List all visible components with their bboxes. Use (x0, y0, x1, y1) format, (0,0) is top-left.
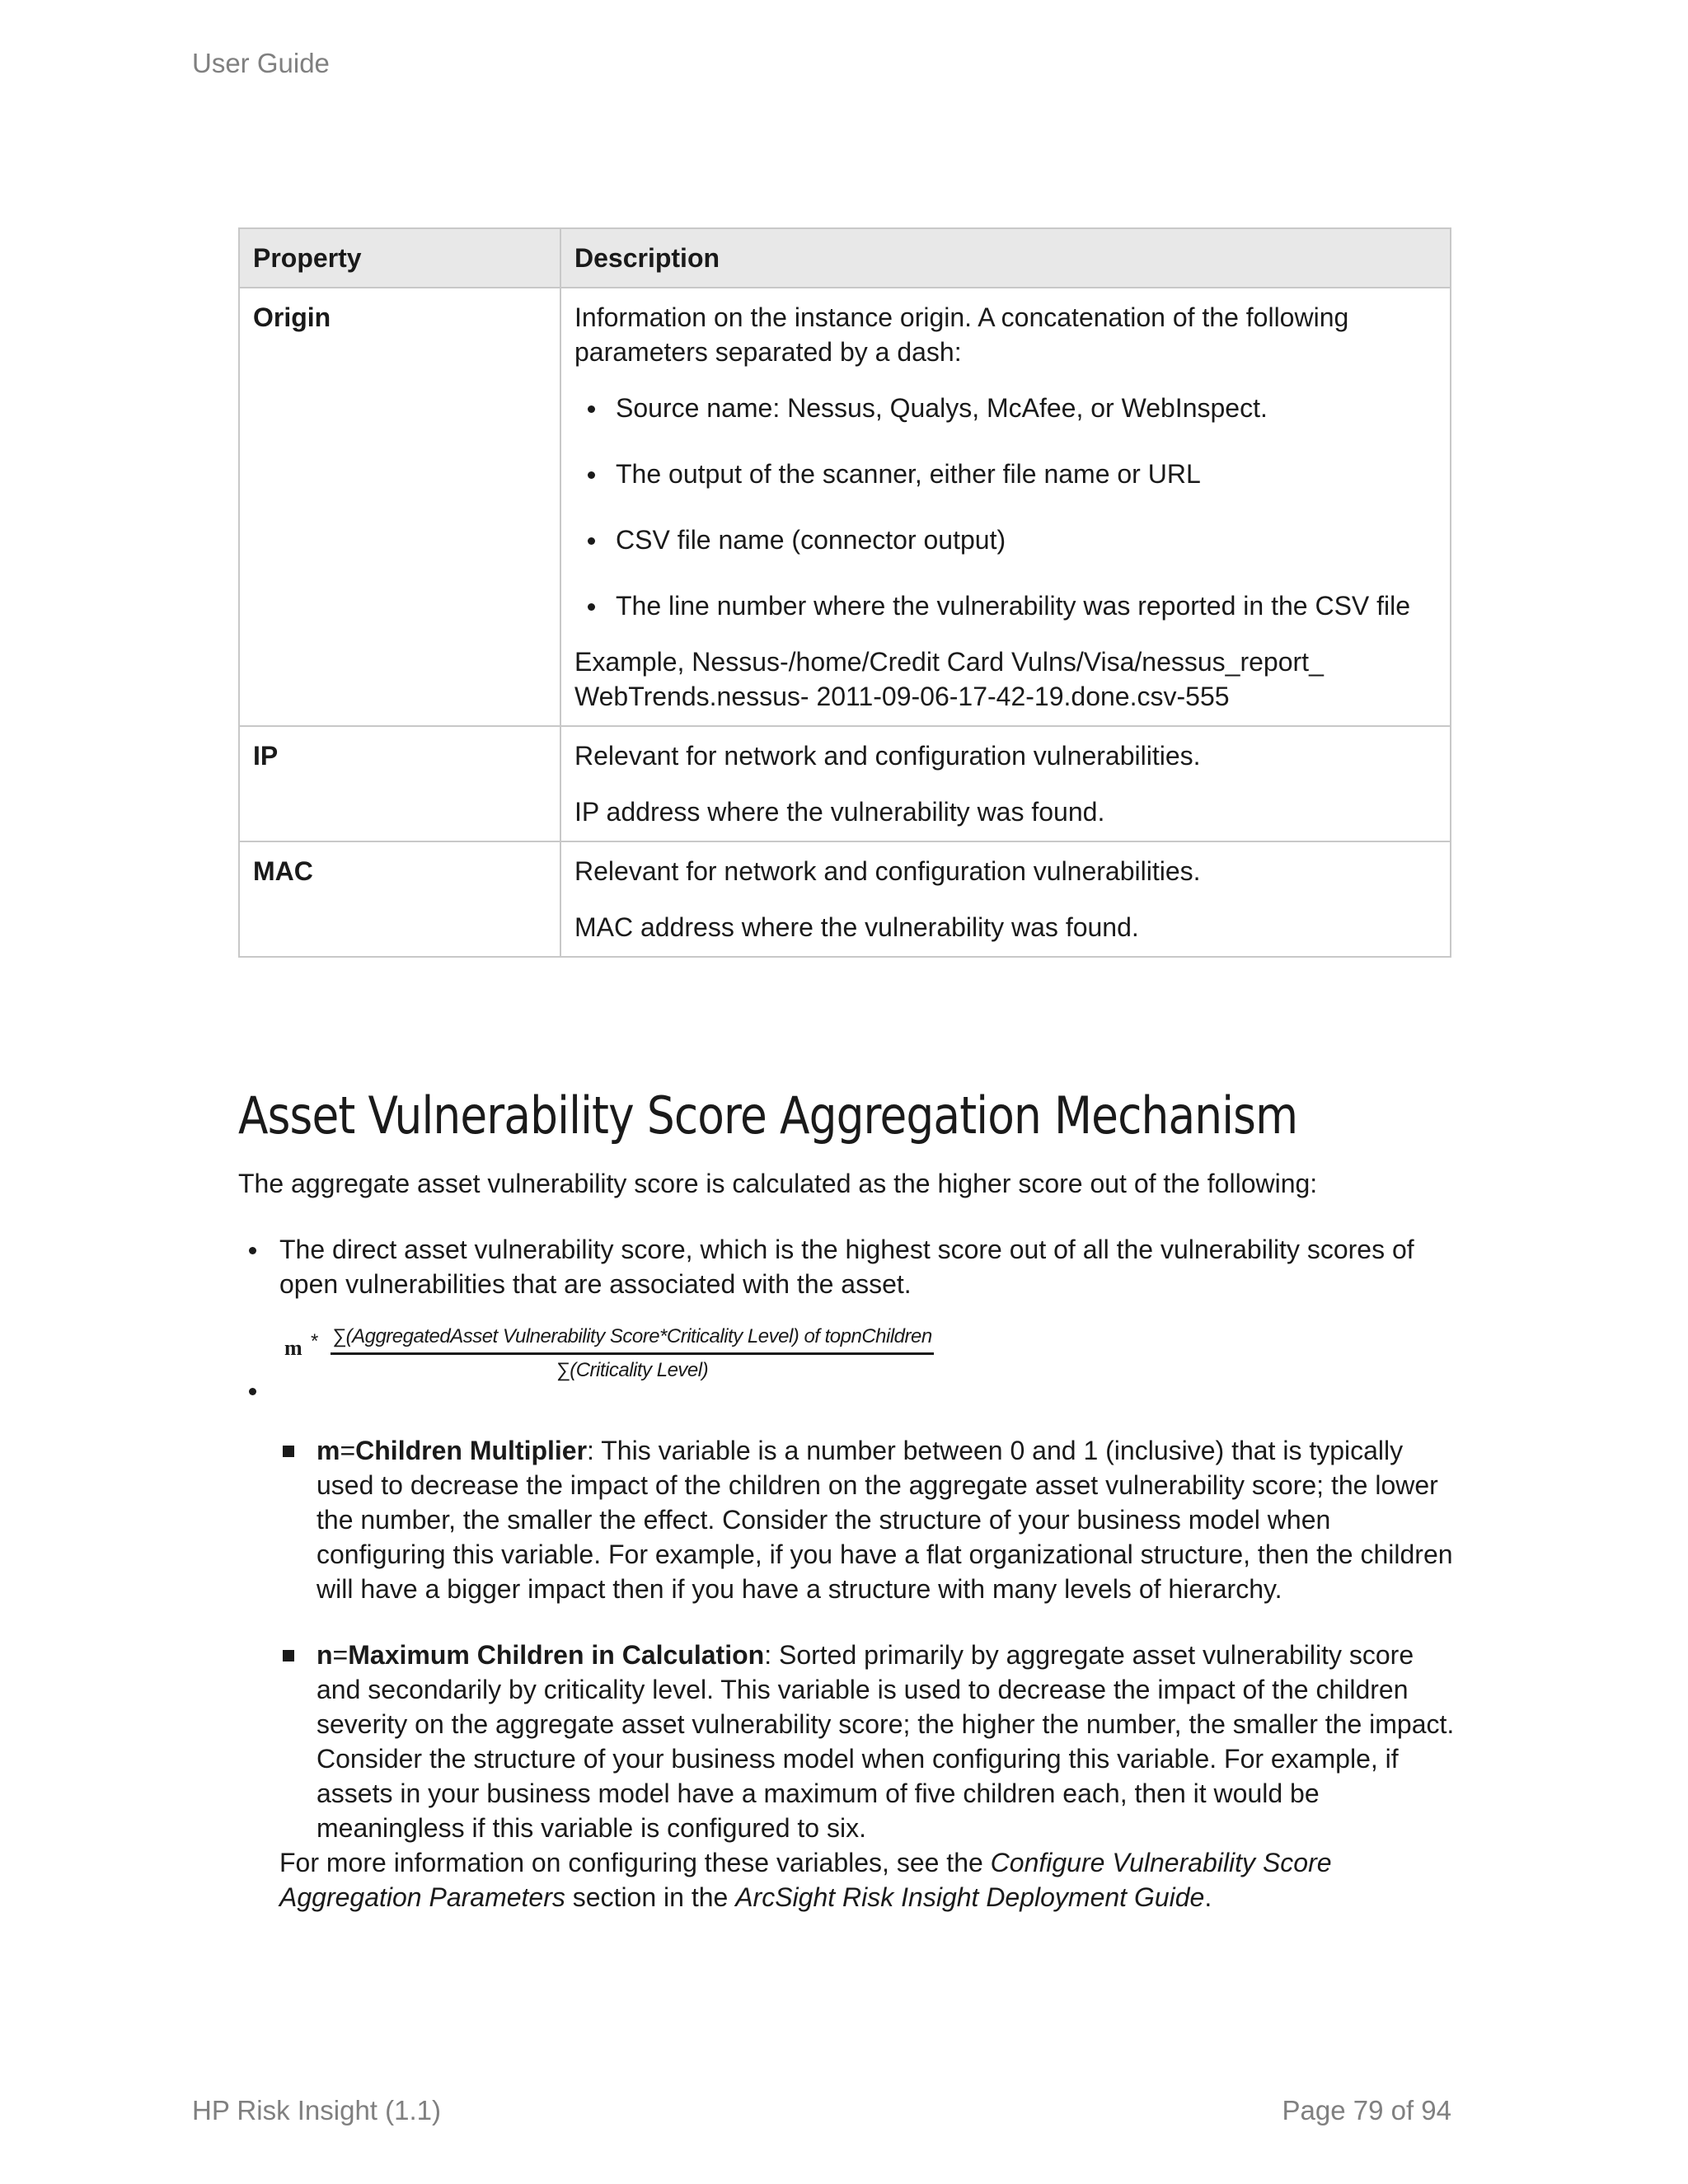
text: For more information on configuring these variables, see the (279, 1848, 991, 1877)
formula-fraction (331, 1324, 934, 1383)
example-text: Example, Nessus-/home/Credit Card Vulns/Visa/nessus_report_ WebTrends.nessus- 2011-09-06-17-42-19.done.csv-555 (574, 647, 1324, 711)
intro-paragraph: The aggregate asset vulnerability score is calculated as the higher score out of the following: (238, 1169, 1318, 1198)
table-row (239, 726, 1451, 841)
bullet-list (574, 391, 1437, 623)
property-table (238, 227, 1451, 958)
text: . (1204, 1882, 1212, 1912)
table-row (239, 841, 1451, 957)
list-item: The output of the scanner, either file name or URL (574, 457, 1437, 491)
term-label: Maximum Children in Calculation (348, 1640, 765, 1670)
footer-page-number: Page 79 of 94 (1282, 2095, 1451, 2125)
property-description (560, 726, 1451, 841)
term: m (316, 1436, 340, 1465)
list-item: Source name: Nessus, Qualys, McAfee, or WebInspect. (574, 391, 1437, 425)
description-text: IP address where the vulnerability was found. (574, 797, 1105, 827)
property-description (560, 841, 1451, 957)
description-text: Relevant for network and configuration vulnerabilities. (574, 856, 1201, 886)
description-text: Relevant for network and configuration vulnerabilities. (574, 741, 1201, 771)
section-body (238, 1166, 1458, 1915)
text: section in the (565, 1882, 736, 1912)
list-item: The direct asset vulnerability score, which is the highest score out of all the vulnerability scores of open vulnerabilities that are associated with the asset. (238, 1232, 1458, 1301)
sub-list-item (238, 1638, 1458, 1845)
property-name: MAC (239, 841, 560, 957)
bullet-icon (249, 1388, 256, 1395)
property-description (560, 288, 1451, 726)
term-label: Children Multiplier (355, 1436, 588, 1465)
footer-product: HP Risk Insight (1.1) (192, 2095, 441, 2125)
property-name: IP (239, 726, 560, 841)
formula-denominator: ∑(Criticality Level) (556, 1359, 709, 1381)
running-header: User Guide (192, 48, 330, 78)
column-header-property: Property (239, 228, 560, 288)
description-text: Information on the instance origin. A concatenation of the following parameters separated by a dash: (574, 302, 1349, 367)
table-header-row (239, 228, 1451, 288)
formula-multiplier: m (284, 1336, 302, 1360)
property-name: Origin (239, 288, 560, 726)
more-info-paragraph (238, 1845, 1458, 1915)
list-item: The line number where the vulnerability was reported in the CSV file (574, 588, 1437, 623)
term-description: : Sorted primarily by aggregate asset vulnerability score and secondarily by criticality level. This variable is used to decrease the impact of the children severity on the aggregate asset vulnerability score; the higher the number, the smaller the impact. Consider the structure of your business model when configuring this variable. For example, if assets in your business model have a maximum of five children each, then it would be meaningless if this variable is configured to six. (316, 1640, 1455, 1843)
formula-operator: * (311, 1330, 319, 1352)
section-reference: Configure Vulnerability Score Aggregation Parameters (279, 1848, 1332, 1912)
section-title: Asset Vulnerability Score Aggregation Mechanism (238, 1085, 1298, 1146)
guide-reference: ArcSight Risk Insight Deployment Guide (735, 1882, 1205, 1912)
equals: = (332, 1640, 349, 1670)
equals: = (340, 1436, 356, 1465)
formula (238, 1324, 1458, 1415)
column-header-description: Description (560, 228, 1451, 288)
term: n (316, 1640, 333, 1670)
formula-numerator: ∑(AggregatedAsset Vulnerability Score*Criticality Level) of topnChildren (331, 1324, 934, 1355)
description-text: MAC address where the vulnerability was found. (574, 912, 1139, 942)
table-row (239, 288, 1451, 726)
list-item: CSV file name (connector output) (574, 523, 1437, 557)
term-description: : This variable is a number between 0 and 1 (inclusive) that is typically used to decrease the impact of the children on the aggregate asset vulnerability score; the lower the number, the smaller the effect. Consider the structure of your business model when configuring this variable. For example, if you have a flat organizational structure, then the children will have a bigger impact then if you have a structure with many levels of hierarchy. (316, 1436, 1453, 1604)
sub-list-item (238, 1433, 1458, 1606)
